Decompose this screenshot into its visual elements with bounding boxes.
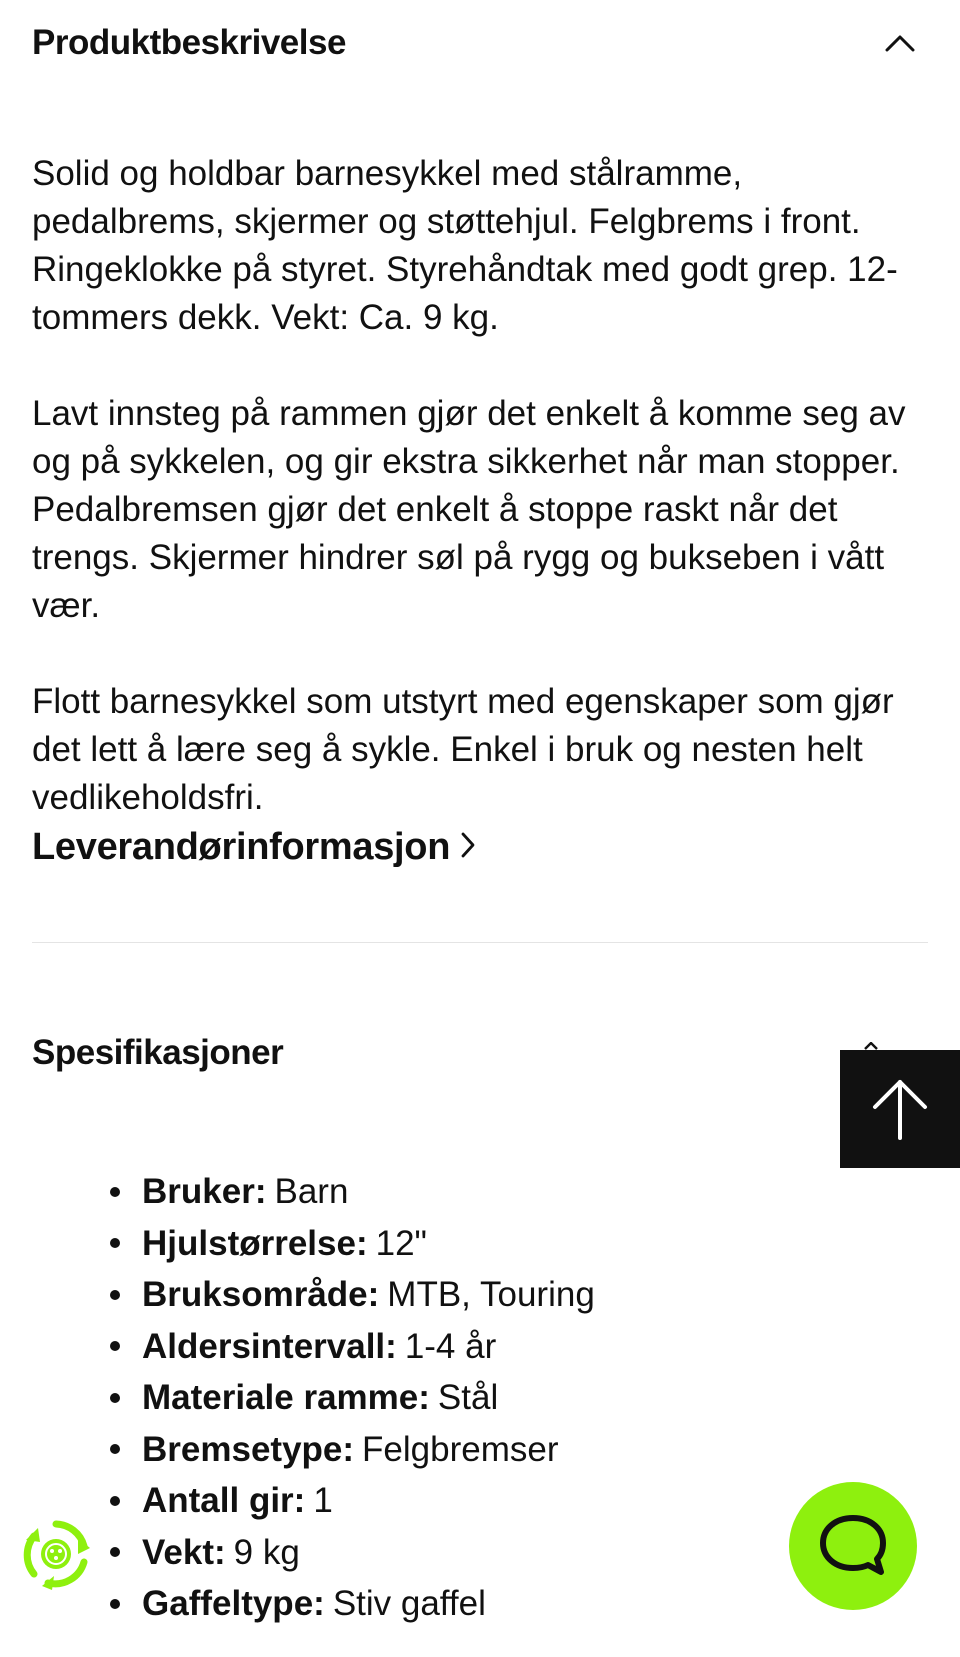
chat-button[interactable] — [789, 1482, 917, 1610]
spec-item — [98, 1372, 595, 1424]
spec-item — [98, 1527, 595, 1579]
chevron-up-icon — [864, 1042, 878, 1050]
spec-key: Bremsetype: — [142, 1429, 355, 1469]
spec-key: Hjulstørrelse: — [142, 1223, 368, 1263]
description-paragraph: Flott barnesykkel som utstyrt med egenskaper som gjør det lett å lære seg å sykle. Enkel i bruk og nesten helt vedlikeholdsfri. — [32, 682, 894, 817]
description-header[interactable] — [32, 18, 928, 68]
bottom-fade — [0, 1627, 960, 1657]
description-title: Produktbeskrivelse — [32, 23, 346, 62]
chevron-right-icon — [460, 826, 476, 869]
bullet — [110, 1290, 120, 1300]
recycle-icon — [18, 1516, 94, 1592]
spec-value: 1-4 år — [404, 1326, 497, 1366]
spec-value: 1 — [313, 1481, 333, 1520]
spec-value: 9 kg — [233, 1532, 300, 1572]
bullet — [110, 1238, 120, 1248]
bullet — [110, 1393, 120, 1403]
description-paragraph: Lavt innsteg på rammen gjør det enkelt å komme seg av og på sykkelen, og gir ekstra sikkerhet når man stopper. Pedalbremsen gjør det enkelt å stoppe raskt når det trengs. Skjermer hindrer søl på rygg og bukseben i vått vær. — [32, 394, 906, 625]
bullet — [110, 1444, 120, 1454]
spec-header[interactable] — [32, 1028, 928, 1078]
bullet — [110, 1547, 120, 1557]
spec-key: Bruksområde: — [142, 1275, 380, 1314]
spec-item — [98, 1475, 595, 1527]
spec-value: Felgbremser — [362, 1429, 559, 1469]
arrow-up-icon — [871, 1076, 929, 1142]
spec-value: Stiv gaffel — [332, 1584, 486, 1623]
product-description — [32, 150, 932, 822]
spec-key: Gaffeltype: — [142, 1584, 325, 1623]
bullet — [110, 1341, 120, 1351]
spec-item — [98, 1321, 595, 1373]
supplier-info-link[interactable] — [32, 826, 476, 869]
spec-item — [98, 1578, 595, 1630]
spec-value: 12" — [375, 1223, 427, 1263]
section-divider — [32, 942, 928, 943]
spec-key: Materiale ramme: — [142, 1378, 430, 1417]
supplier-info-label: Leverandørinformasjon — [32, 826, 451, 868]
bullet — [110, 1187, 120, 1197]
spec-item — [98, 1269, 595, 1321]
spec-item — [98, 1424, 595, 1476]
spec-key: Vekt: — [142, 1532, 226, 1572]
bullet — [110, 1496, 120, 1506]
spec-value: MTB, Touring — [387, 1275, 595, 1314]
bullet — [110, 1599, 120, 1609]
chevron-up-icon[interactable] — [880, 23, 920, 63]
scroll-to-top-button[interactable] — [840, 1050, 960, 1168]
spec-value: Barn — [274, 1172, 349, 1211]
spec-value: Stål — [437, 1378, 499, 1417]
chat-bubble-icon — [817, 1512, 889, 1580]
description-paragraph: Solid og holdbar barnesykkel med stålramme, pedalbrems, skjermer og støttehjul. Felgbrems i front. Ringeklokke på styret. Styrehåndtak med godt grep. 12-tommers dekk. Vekt: Ca. 9 kg. — [32, 154, 898, 337]
spec-list — [98, 1166, 595, 1630]
spec-title: Spesifikasjoner — [32, 1033, 284, 1072]
spec-item — [98, 1218, 595, 1270]
spec-key: Aldersintervall: — [142, 1326, 397, 1366]
spec-item — [98, 1166, 595, 1218]
spec-key: Bruker: — [142, 1172, 267, 1211]
spec-key: Antall gir: — [142, 1481, 306, 1520]
